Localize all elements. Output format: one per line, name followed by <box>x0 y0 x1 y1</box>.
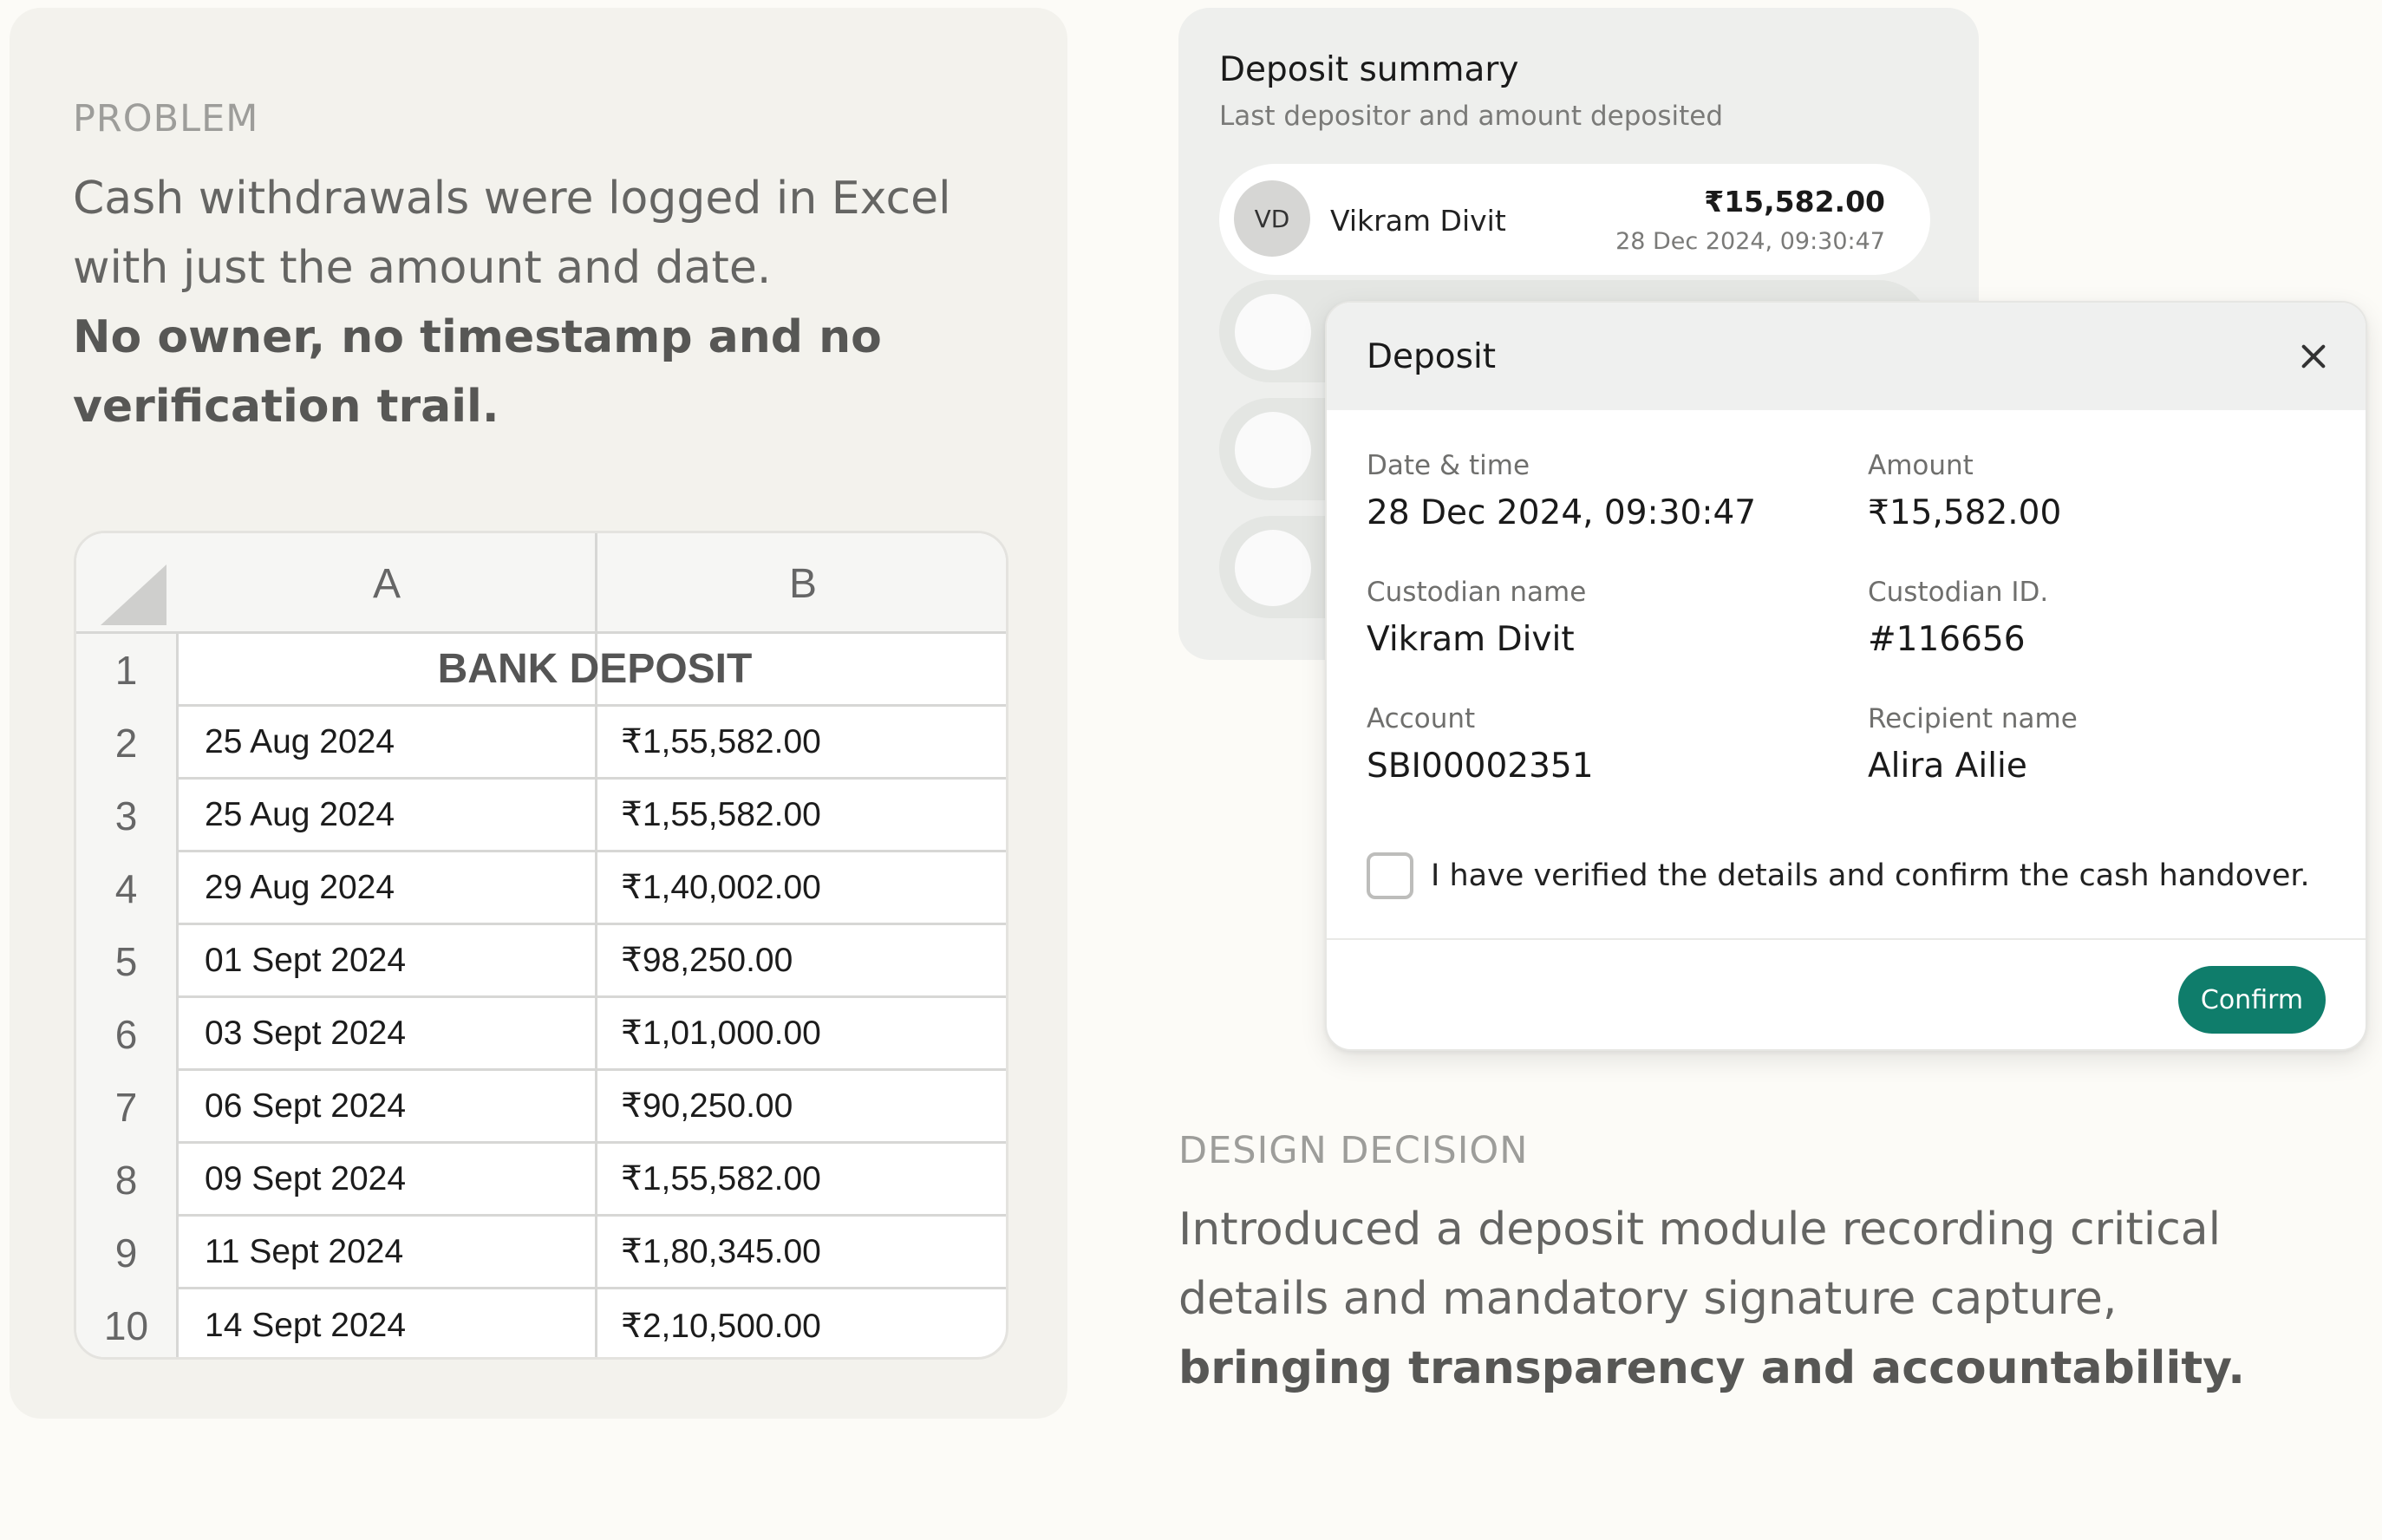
problem-description <box>73 164 983 441</box>
amount-cell[interactable]: ₹1,55,582.00 <box>621 796 821 833</box>
row-number[interactable]: 8 <box>114 1158 138 1203</box>
sheet-title-cell[interactable]: BANK DEPOSIT <box>179 634 1008 707</box>
date-cell[interactable]: 25 Aug 2024 <box>205 722 395 760</box>
date-cell[interactable]: 25 Aug 2024 <box>205 795 395 833</box>
recipient-label: Recipient name <box>1868 703 2078 734</box>
date-cell[interactable]: 03 Sept 2024 <box>205 1014 407 1052</box>
table-row <box>179 707 1008 780</box>
column-header-a[interactable]: A <box>372 560 401 607</box>
excel-spreadsheet <box>74 531 1008 1360</box>
deposit-timestamp: 28 Dec 2024, 09:30:47 <box>1615 228 1885 255</box>
custodian-name-value: Vikram Divit <box>1367 620 1575 659</box>
table-row <box>179 1144 1008 1217</box>
date-cell[interactable]: 01 Sept 2024 <box>205 941 407 979</box>
account-value: SBI00002351 <box>1367 747 1594 786</box>
row-number[interactable]: 3 <box>114 793 138 839</box>
row-number[interactable]: 7 <box>114 1085 138 1130</box>
placeholder-avatar <box>1235 294 1311 370</box>
design-text-normal: Introduced a deposit module recording critical details and mandatory signature capture, <box>1178 1204 2222 1325</box>
problem-label: PROBLEM <box>73 97 259 140</box>
date-cell[interactable]: 11 Sept 2024 <box>205 1232 404 1270</box>
table-row <box>179 780 1008 852</box>
verification-checkbox-row <box>1367 852 2310 899</box>
amount-cell[interactable]: ₹98,250.00 <box>621 942 793 979</box>
design-decision-description <box>1178 1195 2340 1403</box>
custodian-name-label: Custodian name <box>1367 577 1587 608</box>
design-decision-label: DESIGN DECISION <box>1178 1129 1529 1172</box>
problem-panel <box>10 8 1067 1419</box>
problem-line-2: with just the amount and date. <box>73 242 772 294</box>
row-number[interactable]: 9 <box>114 1230 138 1276</box>
select-all-corner-icon[interactable] <box>101 564 166 625</box>
table-row <box>179 998 1008 1071</box>
row-number[interactable]: 2 <box>114 721 138 766</box>
amount-cell[interactable]: ₹2,10,500.00 <box>621 1307 821 1345</box>
table-row <box>179 1289 1008 1360</box>
modal-title: Deposit <box>1367 337 1497 376</box>
row-number[interactable]: 1 <box>114 648 138 693</box>
depositor-name: Vikram Divit <box>1330 204 1506 238</box>
date-cell[interactable]: 06 Sept 2024 <box>205 1086 407 1125</box>
placeholder-avatar <box>1235 530 1311 606</box>
amount-cell[interactable]: ₹1,55,582.00 <box>621 723 821 760</box>
table-row <box>179 1217 1008 1289</box>
amount-cell[interactable]: ₹1,01,000.00 <box>621 1015 821 1052</box>
deposit-amount: ₹15,582.00 <box>1704 185 1885 219</box>
deposit-modal <box>1325 301 2367 1051</box>
placeholder-avatar <box>1235 412 1311 488</box>
sheet-rows <box>179 634 1008 1360</box>
avatar: VD <box>1234 180 1310 257</box>
row-number[interactable]: 4 <box>114 866 138 911</box>
problem-bold-line-2: verification trail. <box>73 381 499 433</box>
design-text-bold: bringing transparency and accountability. <box>1178 1342 2246 1394</box>
modal-footer-divider <box>1327 938 2367 940</box>
amount-label: Amount <box>1868 450 1974 481</box>
datetime-label: Date & time <box>1367 450 1530 481</box>
problem-line-1: Cash withdrawals were logged in Excel <box>73 173 951 225</box>
amount-cell[interactable]: ₹1,80,345.00 <box>621 1233 821 1270</box>
date-cell[interactable]: 14 Sept 2024 <box>205 1307 407 1344</box>
datetime-value: 28 Dec 2024, 09:30:47 <box>1367 493 1757 532</box>
sheet-column-header <box>76 533 1008 634</box>
row-number-gutter <box>76 634 179 1360</box>
row-number[interactable]: 10 <box>103 1303 149 1348</box>
problem-bold-line-1: No owner, no timestamp and no <box>73 311 882 363</box>
amount-cell[interactable]: ₹90,250.00 <box>621 1087 793 1125</box>
recipient-value: Alira Ailie <box>1868 747 2027 786</box>
table-row <box>179 1071 1008 1144</box>
column-header-b[interactable]: B <box>788 560 817 607</box>
custodian-id-value: #116656 <box>1868 620 2026 659</box>
date-cell[interactable]: 09 Sept 2024 <box>205 1159 407 1197</box>
date-cell[interactable]: 29 Aug 2024 <box>205 868 395 906</box>
table-row <box>179 852 1008 925</box>
close-icon[interactable] <box>2291 334 2336 379</box>
row-number[interactable]: 6 <box>114 1012 138 1057</box>
custodian-id-label: Custodian ID. <box>1868 577 2049 608</box>
verification-checkbox-label[interactable]: I have verified the details and confirm the cash handover. <box>1431 858 2310 893</box>
summary-title: Deposit summary <box>1219 50 1519 89</box>
account-label: Account <box>1367 703 1476 734</box>
confirm-button[interactable]: Confirm <box>2178 966 2326 1034</box>
summary-subtitle: Last depositor and amount deposited <box>1219 101 1724 132</box>
amount-cell[interactable]: ₹1,55,582.00 <box>621 1160 821 1197</box>
verification-checkbox[interactable] <box>1367 852 1413 899</box>
table-row <box>179 925 1008 998</box>
depositor-list-item[interactable] <box>1219 164 1930 275</box>
modal-header <box>1327 303 2367 410</box>
amount-cell[interactable]: ₹1,40,002.00 <box>621 869 821 906</box>
row-number[interactable]: 5 <box>114 939 138 984</box>
amount-value: ₹15,582.00 <box>1868 493 2062 532</box>
